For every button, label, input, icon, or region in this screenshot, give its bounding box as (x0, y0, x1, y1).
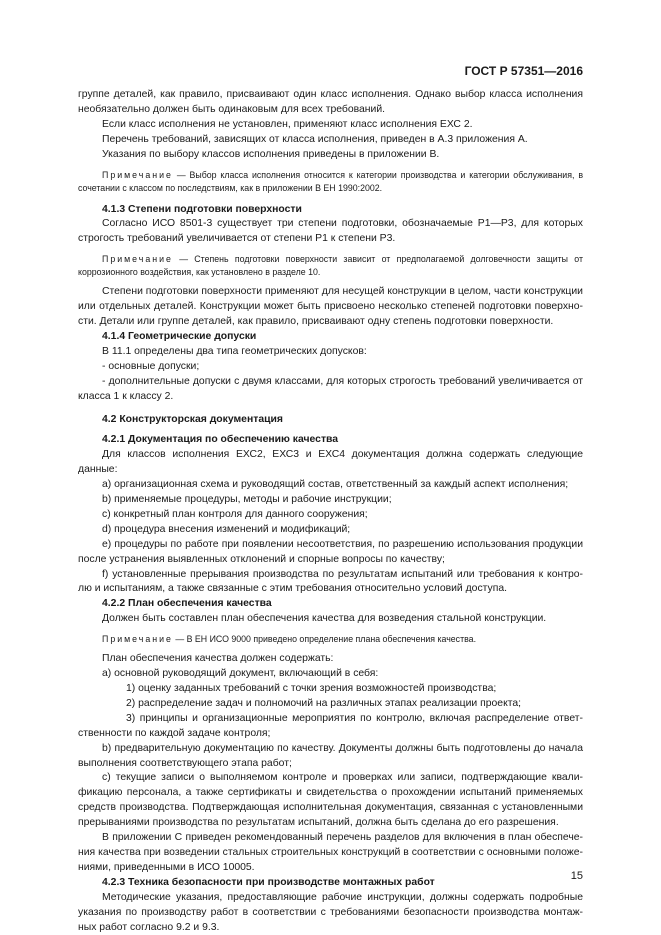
list-item: c) конкретный план контроля для данного сооружения; (102, 508, 368, 520)
note-label: Примечание (102, 169, 173, 180)
paragraph: Если класс исполнения не установлен, применяют класс исполнения ЕХС 2. (102, 118, 473, 130)
section-heading: 4.1.3 Степени подготовки поверхности (102, 203, 302, 215)
note-text: — Выбор класса исполнения относится к категории производства и категории обслуживания, в сочетании с классом по последствиям, как в приложении В ЕН 1990:2002. (78, 169, 583, 193)
paragraph: В приложении С приведен рекомендованный перечень разделов для включения в план обеспечения качества при возведении стальных строительных конструкций в соответствии с основными положениями, приведенными в ИСО 10005. (78, 832, 583, 873)
list-item: - основные допуски; (102, 360, 200, 372)
list-item: c) текущие записи о выполняемом контроле и проверках или записи, подтверждающие квалификацию персонала, а также сертификаты и свидетельства о прохождении испытаний применяемых средств производства. Подтверждающая исполнительная документация, связанная с установленными прерываниями производства по результатам испытаний, должна быть сделана до его разрешения. (78, 772, 583, 829)
note (78, 633, 583, 646)
paragraph: План обеспечения качества должен содержать: (102, 653, 334, 665)
note-text: — В ЕН ИСО 9000 приведено определение плана обеспечения качества. (172, 634, 477, 645)
paragraph: Методические указания, предоставляющие рабочие инструкции, должны содержать подробные указания по производству работ в соответствии с требованиями безопасности производства монтажных работ согласно 9.2 и 9.3. (78, 891, 583, 933)
sub-list-item (78, 697, 583, 712)
list-item: b) применяемые процедуры, методы и рабочие инструкции; (102, 494, 392, 506)
paragraph: В 11.1 определены два типа геометрических допусков: (102, 345, 367, 357)
page-number: 15 (570, 870, 583, 882)
note-text: — Степень подготовки поверхности зависит от предполагаемой долговечности защиты от коррозионного воздействия, как установлено в разделе 10. (78, 254, 583, 278)
note (78, 253, 583, 279)
list-item: b) предварительную документацию по качеству. Документы должны быть подготовлены до начала выполнения соответствующего этапа работ; (78, 742, 583, 769)
paragraph: Степени подготовки поверхности применяют для несущей конструкции в целом, части конструкции или отдельных деталей. Конструкции может быть присвоено несколько степеней подготовки поверхности. Детали или группе деталей, как правило, присваивают одну степень подготовки поверхности. (78, 286, 583, 328)
paragraph: группе деталей, как правило, присваивают один класс исполнения. Однако выбор класса исполнения необязательно должен быть одинаковым для всех требований. (78, 89, 583, 115)
list-item: e) процедуры по работе при появлении несоответствия, по разрешению использования продукции после устранения выявленных отклонений и спорные вопросы по качеству; (78, 538, 583, 565)
section-heading: 4.2 Конструкторская документация (102, 413, 283, 425)
sub-list-text: 2) распределение задач и полномочий на различных этапах реализации проекта; (126, 697, 522, 709)
sub-list-text: 3) принципы и организационные мероприятия по контролю, включая распределение ответственности по каждой задаче контроля; (78, 712, 583, 739)
sub-list-item (78, 712, 583, 742)
list-item: a) организационная схема и руководящий состав, ответственный за каждый аспект исполнения; (102, 479, 569, 491)
section-heading: 4.2.1 Документация по обеспечению качества (102, 434, 339, 446)
note-label: Примечание (102, 254, 173, 265)
section-heading: 4.1.4 Геометрические допуски (102, 330, 257, 342)
note-label: Примечание (102, 634, 173, 645)
list-item: d) процедура внесения изменений и модификаций; (102, 523, 351, 535)
paragraph: Указания по выбору классов исполнения приведены в приложении В. (102, 148, 440, 160)
sub-list-item (78, 682, 583, 697)
list-item: a) основной руководящий документ, включающий в себя: (102, 668, 379, 680)
standard-header: ГОСТ Р 57351—2016 (464, 64, 583, 78)
list-item: f) установленные прерывания производства по результатам испытаний или требования к контролю и испытаниям, а также связанные с этим требования относительно условий доступа. (78, 568, 583, 595)
document-body (78, 88, 583, 935)
section-heading: 4.2.2 План обеспечения качества (102, 598, 272, 610)
sub-list-text: 1) оценку заданных требований с точки зрения возможностей производства; (126, 683, 497, 694)
paragraph: Для классов исполнения ЕХС2, ЕХС3 и ЕХС4 документация должна содержать следующие данные: (78, 449, 583, 476)
note (78, 169, 583, 195)
paragraph: Должен быть составлен план обеспечения качества для возведения стальной конструкции. (102, 613, 547, 625)
paragraph: Согласно ИСО 8501-3 существует три степени подготовки, обозначаемые Р1—Р3, для которых строгость требований увеличивается от степени Р1 к степени Р3. (78, 218, 583, 245)
section-heading: 4.2.3 Техника безопасности при производстве монтажных работ (102, 876, 435, 888)
list-item: - дополнительные допуски с двумя классами, для которых строгость требований увеличивается от класса 1 к классу 2. (78, 375, 583, 402)
paragraph: Перечень требований, зависящих от класса исполнения, приведен в А.3 приложения А. (102, 133, 528, 145)
